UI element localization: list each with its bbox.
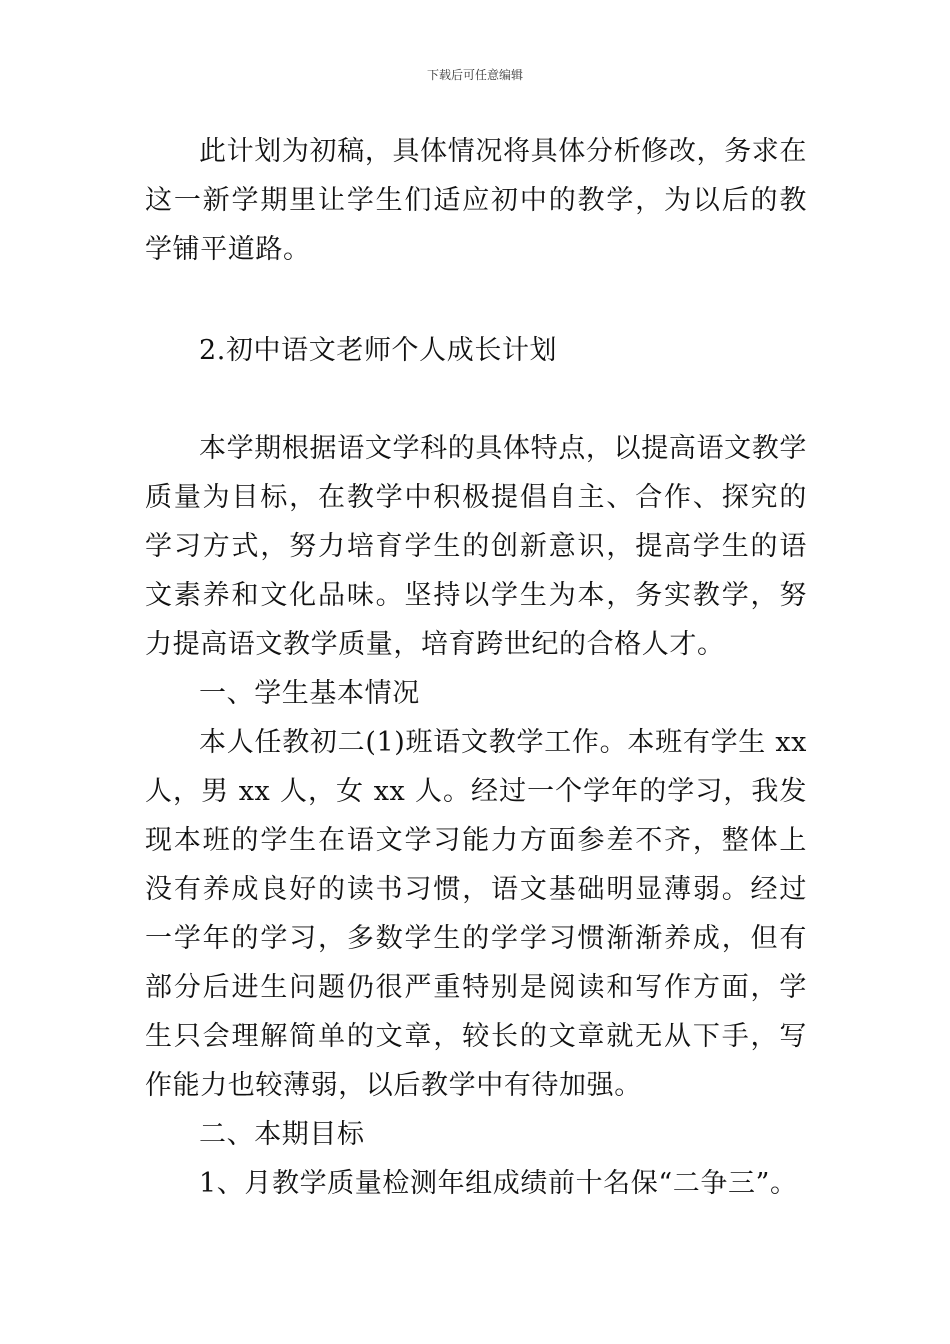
main-content: [145, 424, 807, 1208]
section-title-text: 2.初中语文老师个人成长计划: [199, 335, 558, 366]
list-item-goal-1: 1、月教学质量检测年组成绩前十名保“二争三”。: [199, 1168, 798, 1199]
page-header-note: 下载后可任意编辑: [426, 68, 523, 82]
heading-student-situation: 一、学生基本情况: [199, 678, 420, 709]
section-title: [145, 326, 807, 375]
paragraph-text: 此计划为初稿，具体情况将具体分析修改，务求在这一新学期里让学生们适应初中的教学，为以后的教学铺平道路。: [145, 136, 807, 265]
heading-term-goals: 二、本期目标: [199, 1119, 365, 1150]
paragraph-intro: 本学期根据语文学科的具体特点，以提高语文教学质量为目标，在教学中积极提倡自主、合作、探究的学习方式，努力培育学生的创新意识，提高学生的语文素养和文化品味。坚持以学生为本，务实教学，努力提高语文教学质量，培育跨世纪的合格人才。: [145, 433, 807, 660]
paragraph-plan-draft: [145, 127, 807, 274]
paragraph-student-situation: 本人任教初二(1)班语文教学工作。本班有学生 xx 人，男 xx 人，女 xx 人。经过一个学年的学习，我发现本班的学生在语文学习能力方面参差不齐，整体上没有养成良好的读书习惯，语文基础明显薄弱。经过一学年的学习，多数学生的学学习惯渐渐养成，但有部分后进生问题仍很严重特别是阅读和写作方面，学生只会理解简单的文章，较长的文章就无从下手，写作能力也较薄弱，以后教学中有待加强。: [145, 727, 807, 1101]
